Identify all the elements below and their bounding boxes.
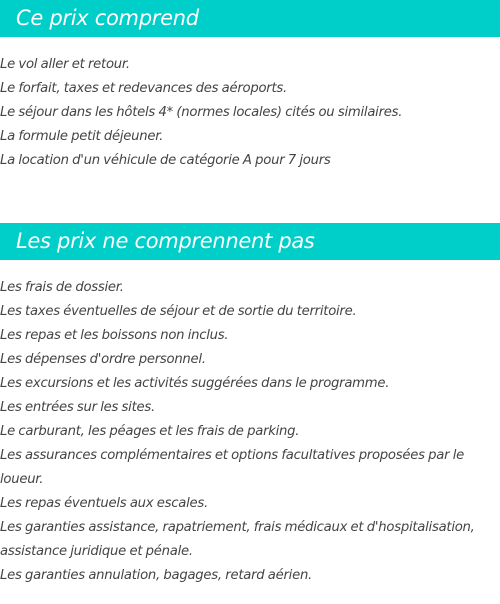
excluded-section-header xyxy=(0,223,500,260)
excluded-items-list xyxy=(0,276,500,588)
included-item: Le séjour dans les hôtels 4* (normes locales) cités ou similaires. xyxy=(0,105,403,120)
included-section-header xyxy=(0,0,500,37)
included-item: Le vol aller et retour. xyxy=(0,57,130,72)
included-item: La formule petit déjeuner. xyxy=(0,129,164,144)
excluded-item: Les frais de dossier. xyxy=(0,280,124,295)
included-section-title: Ce prix comprend xyxy=(16,6,199,30)
excluded-item: Les repas éventuels aux escales. xyxy=(0,496,208,511)
excluded-item: Les garanties assistance, rapatriement, frais médicaux et d'hospitalisation, assistance juridique et pénale. xyxy=(0,520,475,559)
excluded-item: Les dépenses d'ordre personnel. xyxy=(0,352,206,367)
included-item: La location d'un véhicule de catégorie A pour 7 jours xyxy=(0,153,331,168)
excluded-item: Les entrées sur les sites. xyxy=(0,400,155,415)
excluded-section-title: Les prix ne comprennent pas xyxy=(16,229,315,253)
excluded-item: Les assurances complémentaires et options facultatives proposées par le loueur. xyxy=(0,448,464,487)
included-items-list xyxy=(0,53,500,173)
excluded-item: Les garanties annulation, bagages, retard aérien. xyxy=(0,568,313,583)
included-item: Le forfait, taxes et redevances des aéroports. xyxy=(0,81,287,96)
excluded-item: Le carburant, les péages et les frais de parking. xyxy=(0,424,300,439)
excluded-item: Les repas et les boissons non inclus. xyxy=(0,328,229,343)
excluded-item: Les taxes éventuelles de séjour et de sortie du territoire. xyxy=(0,304,357,319)
excluded-item: Les excursions et les activités suggérées dans le programme. xyxy=(0,376,390,391)
